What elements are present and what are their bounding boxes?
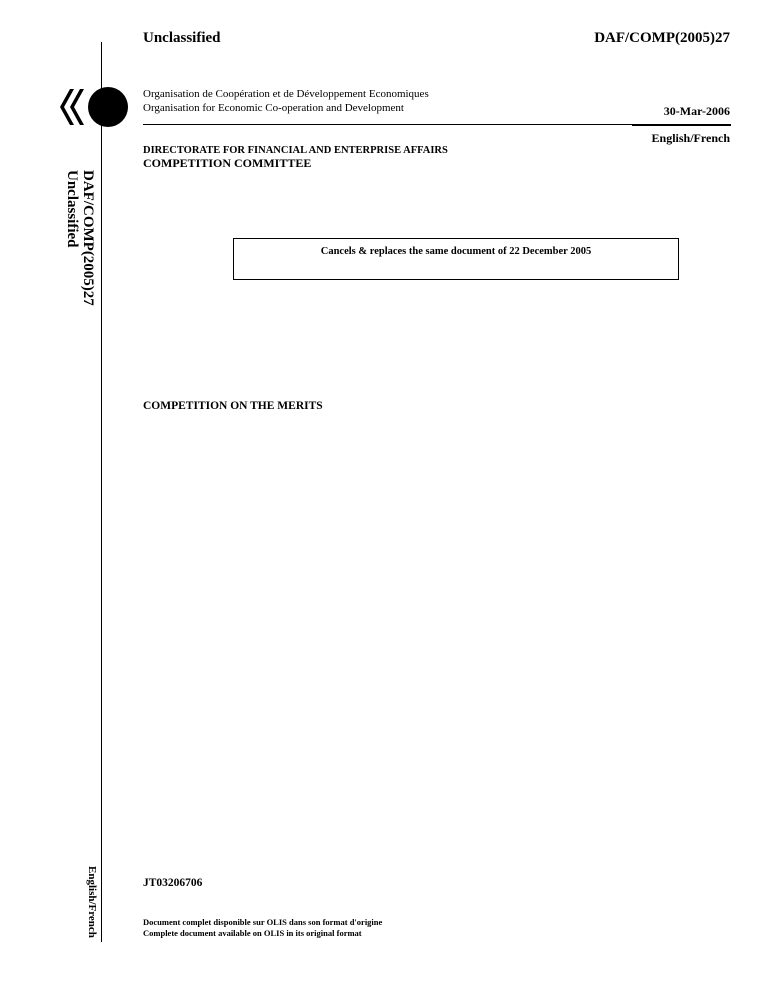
jt-number: JT03206706 (143, 877, 203, 889)
header-divider-accent (632, 124, 731, 126)
committee-name: COMPETITION COMMITTEE (143, 156, 312, 170)
availability-note-en: Complete document available on OLIS in its original format (143, 928, 362, 938)
notice-text: Cancels & replaces the same document of 22 December 2005 (320, 246, 592, 257)
side-languages-block (84, 866, 100, 946)
availability-note-fr: Document complet disponible sur OLIS dans son format d'origine (143, 917, 383, 927)
classification-label: Unclassified (143, 30, 221, 46)
notice-box (233, 238, 679, 280)
organisation-name-fr: Organisation de Coopération et de Développement Economiques (143, 88, 429, 100)
side-classification: Unclassified (64, 170, 80, 248)
document-title: COMPETITION ON THE MERITS (143, 400, 323, 412)
document-date: 30-Mar-2006 (663, 104, 730, 118)
side-reference-block (56, 170, 96, 330)
side-reference-rotated (64, 170, 96, 306)
oecd-logo-icon (56, 85, 136, 129)
side-languages: English/French (86, 866, 98, 938)
side-document-reference: DAF/COMP(2005)27 (80, 170, 96, 306)
organisation-name-en: Organisation for Economic Co-operation and Development (143, 102, 404, 114)
directorate-name: DIRECTORATE FOR FINANCIAL AND ENTERPRISE AFFAIRS (143, 145, 448, 156)
languages-label: English/French (651, 131, 730, 145)
document-reference: DAF/COMP(2005)27 (594, 30, 730, 46)
vertical-rule (101, 42, 102, 942)
